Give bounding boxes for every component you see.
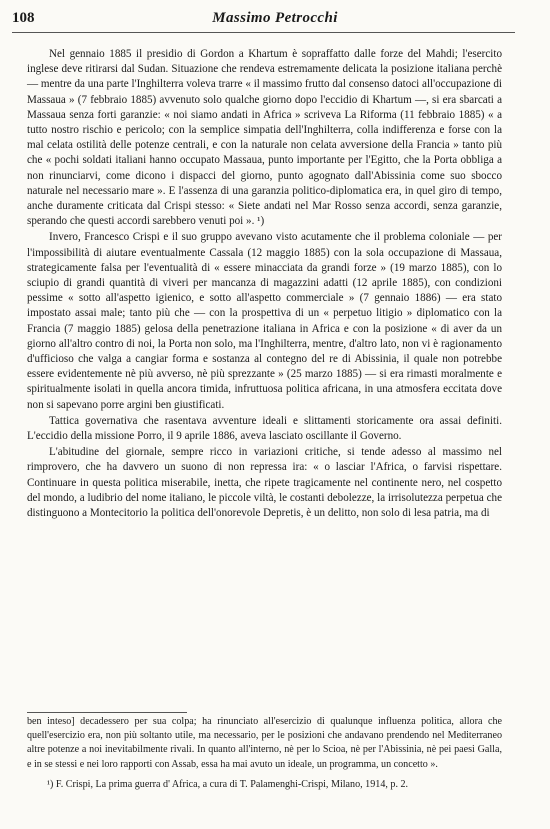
footnote-rule [27,712,187,713]
notes-area [27,715,502,792]
paragraph-gordon-khartum: Nel gennaio 1885 il presidio di Gordon a Khartum è sopraffatto dalle forze del Mahdi; l'esercito inglese deve ritirarsi dal Sudan. Situazione che rendeva estremamente delicata la posizione italiana perchè — mentre da una parte l'Inghilterra voleva trarre « il massimo frutto dal consenso datoci all'occupazione di Massaua » (7 febbraio 1885) avvenuto solo qualche giorno dopo l'eccidio di Khartum —, si era sbarcati a Massaua senza forti garanzie: « noi siamo andati in Africa » scriveva La Riforma (11 febbraio 1885) « a tutto nostro rischio e pericolo; con la semplice simpatia dell'Inghilterra, colla indifferenza e forse con la mal celata ostilità delle potenze centrali, e con la naturale non celata avversione della Francia » tanto più che « pochi soldati italiani hanno occupato Massaua, punto importante per l'Egitto, che la Porta obbliga a non rinunciarvi, come dicono i dispacci del giorno, punto agognato dall'Abissinia come suo sbocco naturale nel necessario mare ». E l'assenza di una garanzia politico-diplomatica era, in quel giro di tempo, anche duramente criticata dal Crispi stesso: « Siete andati nel Mar Rosso senza accordi, senza garanzie, sperando che questi accordi sarebbero venuti poi ». ¹) [27,48,502,228]
running-title: Massimo Petrocchi [212,10,338,26]
paragraph-abitudine-giornale: L'abitudine del giornale, sempre ricco in variazioni critiche, si tende adesso al massimo nel rimprovero, che ha davvero un suono di non repressa ira: « o lasciar l'Africa, o farvisi rispettare. Continuare in questa politica miserabile, inetta, che ripete tragicamente nel continente nero, nel cospetto del mondo, a ludibrio del nome italiano, le piccole viltà, le costanti debolezze, la irrisolutezza perpetua che distinguono a Montecitorio la politica dell'onorevole Depretis, è un delitto, non solo di lesa patria, ma di [27,446,502,520]
paragraph-crispi-gruppo: Invero, Francesco Crispi e il suo gruppo avevano visto acutamente che il problema coloniale — per l'impossibilità di aiutare eventualmente Cassala (12 maggio 1885) con la sola occupazione di Massaua, strategicamente falsa per l'eventualità di « essere minacciata da grandi forze » (19 marzo 1885), con lo sciupio di grandi quantità di viveri per mancanza di magazzini adatti (12 aprile 1885), con condizioni pessime « sotto all'aspetto igienico, e sotto all'aspetto commerciale » (7 gennaio 1886) — era stato impostato assai male; tanto più che — con la prospettiva di un « perpetuo litigio » diplomatico con la Francia (7 maggio 1885) gelosa della penetrazione italiana in Africa e con la posizione « di aver da un giorno all'altro contro di noi, la Porta non solo, ma l'Inghilterra, mentre, d'altro lato, non vi è ragionamento d'ufficioso che valga a cangiar forma e sostanza al contegno del re di Abissinia, il quale non potrebbe essere evidentemente nè più avverso, nè più sprezzante » (25 marzo 1885) — si era rimasti moralmente e spiritualmente isolati in quella ancora timida, infruttuosa politica africana, in una atmosfera eccitata dove non si sapevano porre argini ben giustificati. [27,231,502,411]
paragraph-tattica-governativa: Tattica governativa che rasentava avventure ideali e slittamenti storicamente ora assai definiti. L'eccidio della missione Porro, il 9 aprile 1886, aveva lasciato oscillante il Governo. [27,414,502,443]
footnote-crispi: ¹) F. Crispi, La prima guerra d' Africa, a cura di T. Palamenghi-Crispi, Milano, 1914, p. 2. [47,778,409,790]
header-rule [12,32,515,33]
main-text [27,47,502,521]
continuation-note: ben inteso] decadessero per sua colpa; ha rinunciato all'esercizio di qualunque influenza politica, allora che quell'esercizio era, non più soltanto utile, ma necessario, per le posizioni che andavano prendendo nel Mediterraneo altre potenze a noi inevitabilmente rivali. In quanto all'interno, nè per lo Scioa, nè per l'Abissinia, nè pei paesi Galla, e in se stessi e nei loro rapporti con Assab, essa ha mai avuto un ideale, un programma, un concetto ». [27,716,502,770]
page-number: 108 [12,10,35,26]
